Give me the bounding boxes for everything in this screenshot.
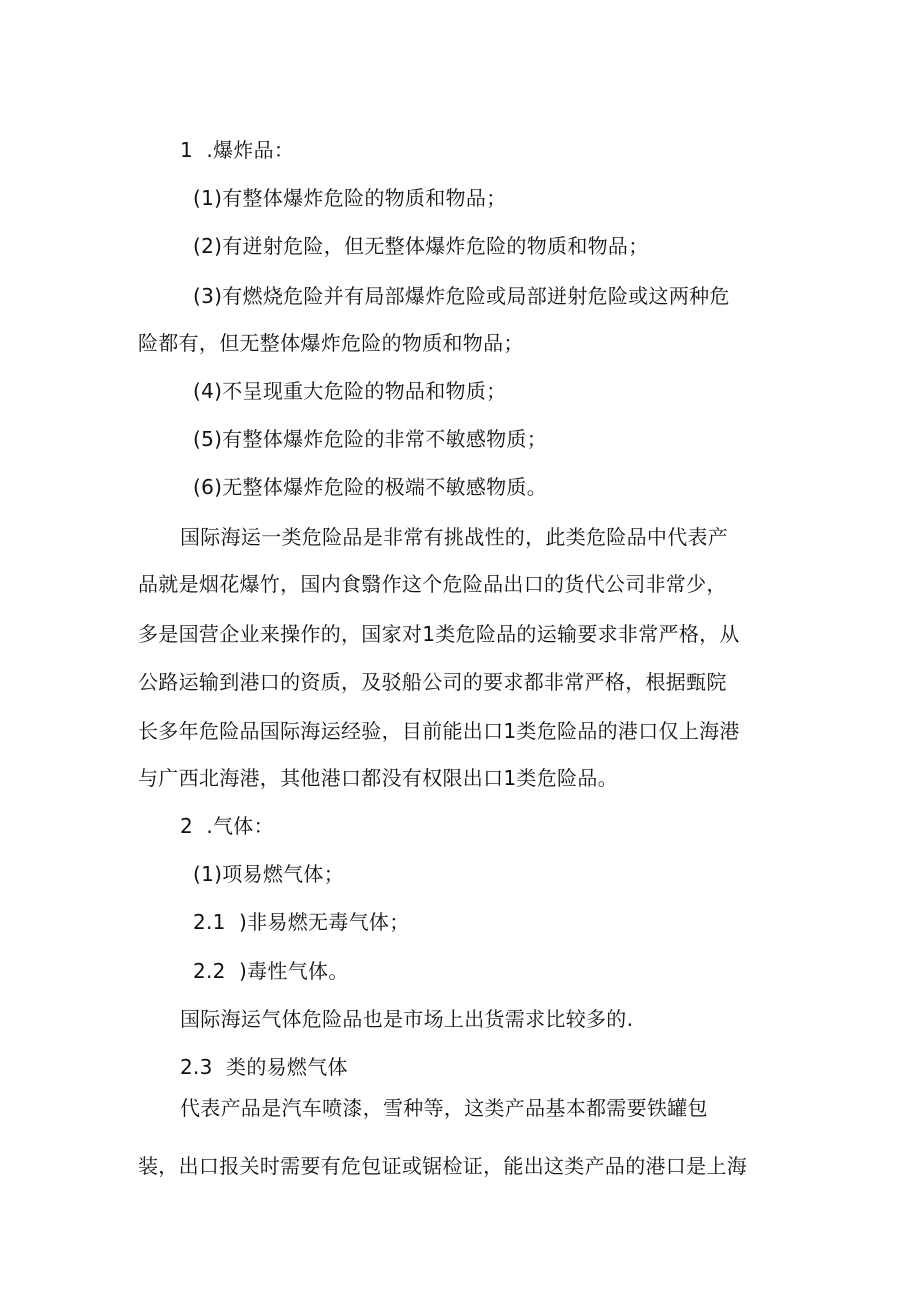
paragraph-line: 代表产品是汽车喷漆，雪种等，这类产品基本都需要铁罐包 <box>180 1096 708 1120</box>
list-item: 2.2 )毒性气体。 <box>193 959 349 983</box>
paragraph-line: 长多年危险品国际海运经验，目前能出口1类危险品的港口仅上海港 <box>138 719 740 743</box>
list-item-continuation: 险都有，但无整体爆炸危险的物质和物品； <box>138 331 524 355</box>
paragraph-line: 国际海运气体危险品也是市场上出货需求比较多的. <box>180 1007 634 1031</box>
paragraph-line: 公路运输到港口的资质，及驳船公司的要求都非常严格，根据甄院 <box>138 670 727 694</box>
list-item: (5)有整体爆炸危险的非常不敏感物质； <box>193 427 548 451</box>
paragraph-line: 国际海运一类危险品是非常有挑战性的，此类危险品中代表产 <box>180 525 729 549</box>
subheading: 2.3 类的易燃气体 <box>180 1055 348 1079</box>
paragraph-line: 品就是烟花爆竹，国内食翳作这个危险品出口的货代公司非常少， <box>138 572 727 596</box>
list-item: (1)有整体爆炸危险的物质和物品； <box>193 186 507 210</box>
list-item: 2.1 )非易燃无毒气体； <box>193 910 410 934</box>
paragraph-line: 与广西北海港，其他港口都没有权限出口1类危险品。 <box>138 766 618 790</box>
heading-explosives: 1 .爆炸品： <box>180 138 295 162</box>
heading-gases: 2 .气体： <box>180 814 274 838</box>
list-item: (4)不呈现重大危险的物品和物质； <box>193 379 507 403</box>
list-item: (6)无整体爆炸危险的极端不敏感物质。 <box>193 475 548 499</box>
list-item: (2)有迸射危险，但无整体爆炸危险的物质和物品； <box>193 234 649 258</box>
list-item: (1)项易燃气体； <box>193 862 345 886</box>
paragraph-line: 多是国营企业来操作的，国家对1类危险品的运输要求非常严格，从 <box>138 622 740 646</box>
list-item: (3)有燃烧危险并有局部爆炸危险或局部迸射危险或这两种危 <box>193 284 730 308</box>
paragraph-line: 装，出口报关时需要有危包证或锯检证，能出这类产品的港口是上海 <box>138 1154 747 1178</box>
